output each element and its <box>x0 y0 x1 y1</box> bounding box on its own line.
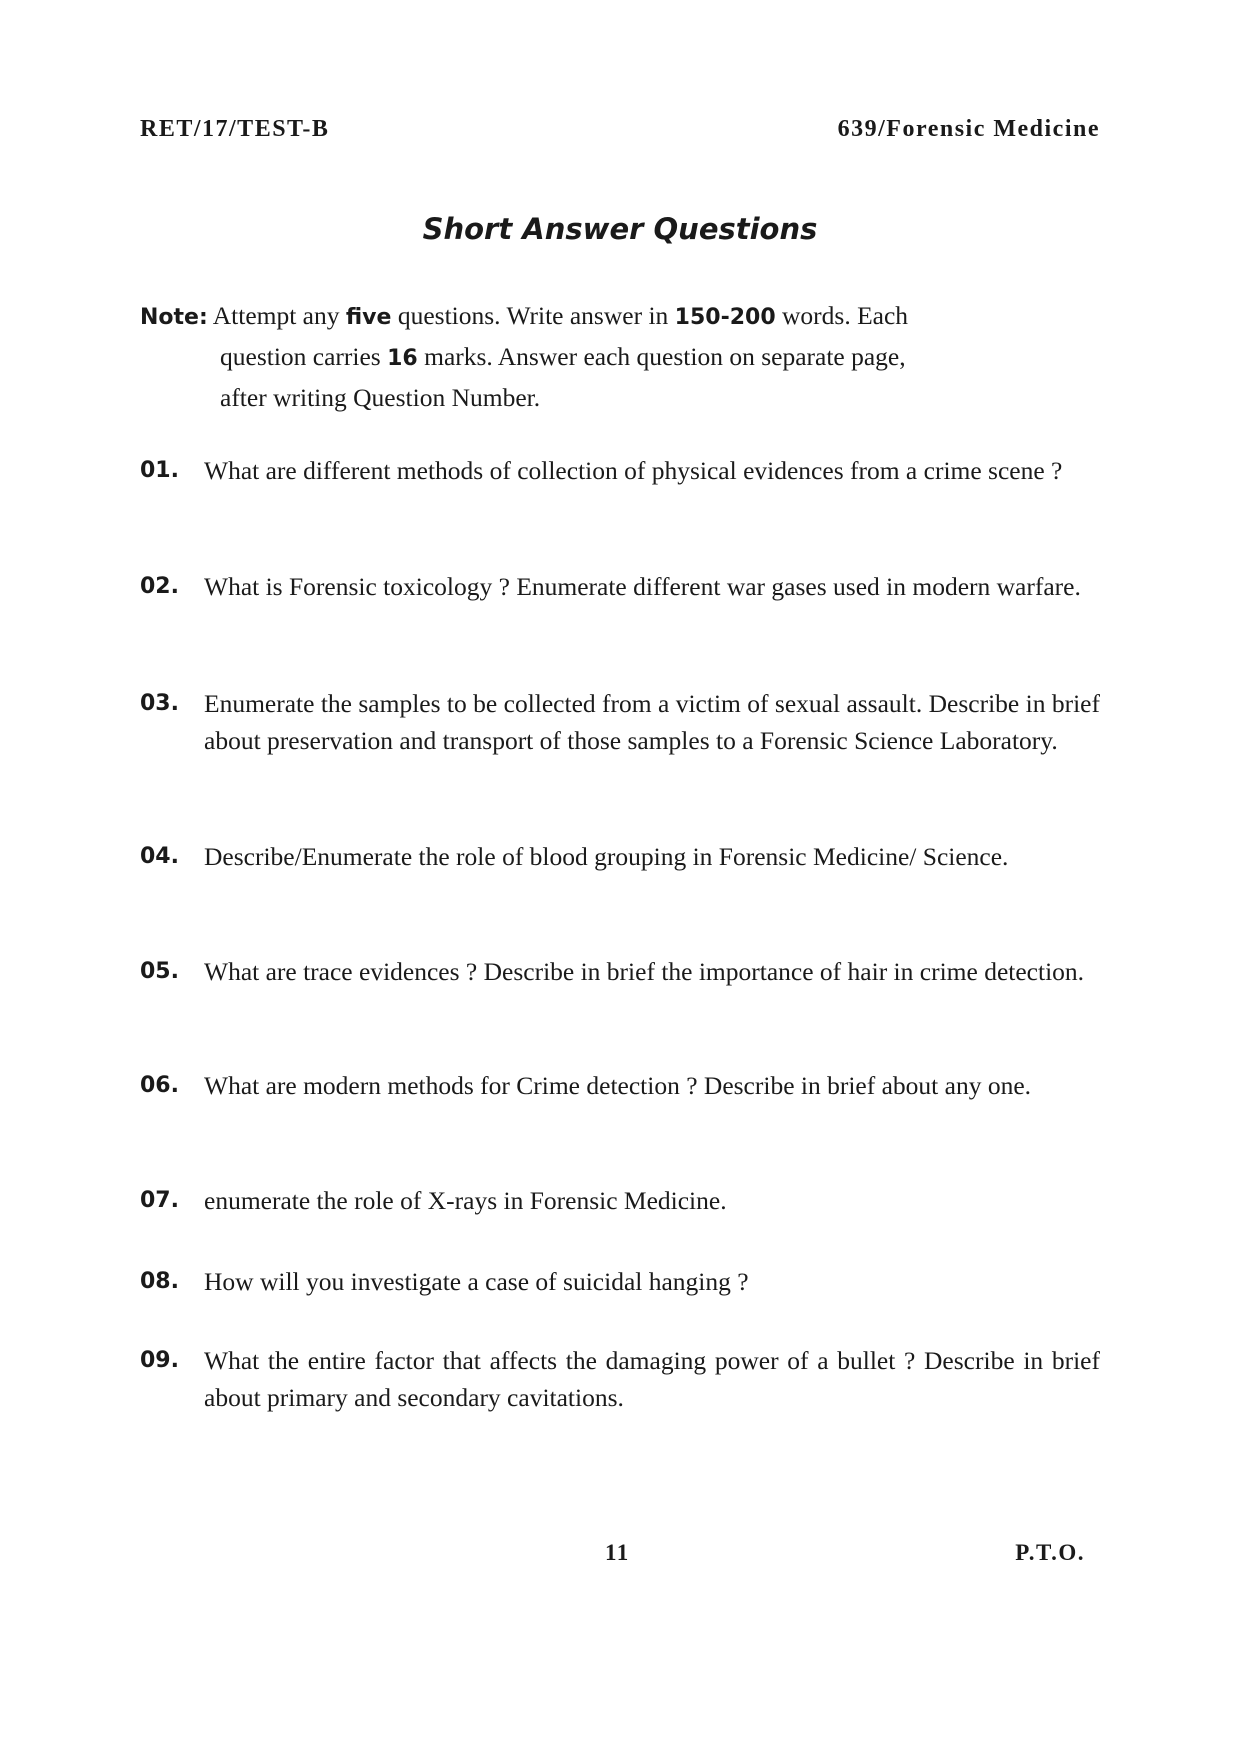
note-text-1: Attempt any <box>207 301 346 330</box>
question-text: What the entire factor that affects the damaging power of a bullet ? Describe in brief about primary and secondary cavitations. <box>204 1346 1100 1412</box>
question-02 <box>140 568 1100 605</box>
question-number: 05. <box>140 959 179 984</box>
question-number: 07. <box>140 1188 179 1213</box>
question-number: 04. <box>140 844 179 869</box>
question-08 <box>140 1263 1100 1300</box>
subject-code: 639/Forensic Medicine <box>837 116 1100 142</box>
page-number: 11 <box>605 1540 630 1565</box>
question-number: 06. <box>140 1073 179 1098</box>
exam-code: RET/17/TEST-B <box>140 116 330 142</box>
question-number: 02. <box>140 574 179 599</box>
question-text: What are different methods of collection of physical evidences from a crime scene ? <box>204 456 1063 485</box>
section-title: Short Answer Questions <box>422 212 818 246</box>
question-number: 09. <box>140 1348 179 1373</box>
question-07 <box>140 1182 1100 1219</box>
question-05 <box>140 953 1100 990</box>
note-text-5: marks. Answer each question on separate page, <box>417 342 906 371</box>
note-five: five <box>345 305 392 330</box>
question-number: 03. <box>140 691 179 716</box>
question-06 <box>140 1067 1100 1104</box>
question-01 <box>140 452 1100 489</box>
note-text-4: question carries <box>220 342 388 371</box>
note-word-count: 150-200 <box>674 305 776 330</box>
pto-marker: P.T.O. <box>1015 1540 1085 1565</box>
note-line-3: after writing Question Number. <box>220 383 541 412</box>
note-label: Note: <box>140 305 208 330</box>
question-number: 01. <box>140 458 179 483</box>
question-text: What is Forensic toxicology ? Enumerate different war gases used in modern warfare. <box>204 572 1081 601</box>
question-text: How will you investigate a case of suicidal hanging ? <box>204 1267 749 1296</box>
question-04 <box>140 838 1100 875</box>
question-text: Enumerate the samples to be collected from a victim of sexual assault. Describe in brief about preservation and transport of those samples to a Forensic Science Laboratory. <box>204 689 1100 755</box>
question-03 <box>140 685 1100 759</box>
instructions-note <box>140 296 1100 417</box>
question-text: What are modern methods for Crime detection ? Describe in brief about any one. <box>204 1071 1032 1100</box>
question-text: enumerate the role of X-rays in Forensic Medicine. <box>204 1186 727 1215</box>
question-text: Describe/Enumerate the role of blood grouping in Forensic Medicine/ Science. <box>204 842 1009 871</box>
note-marks: 16 <box>387 346 418 371</box>
question-09 <box>140 1342 1100 1416</box>
note-line-2 <box>140 337 1100 378</box>
note-text-3: words. Each <box>775 301 909 330</box>
question-number: 08. <box>140 1269 179 1294</box>
question-text: What are trace evidences ? Describe in brief the importance of hair in crime detection. <box>204 957 1085 986</box>
note-text-2: questions. Write answer in <box>391 301 675 330</box>
